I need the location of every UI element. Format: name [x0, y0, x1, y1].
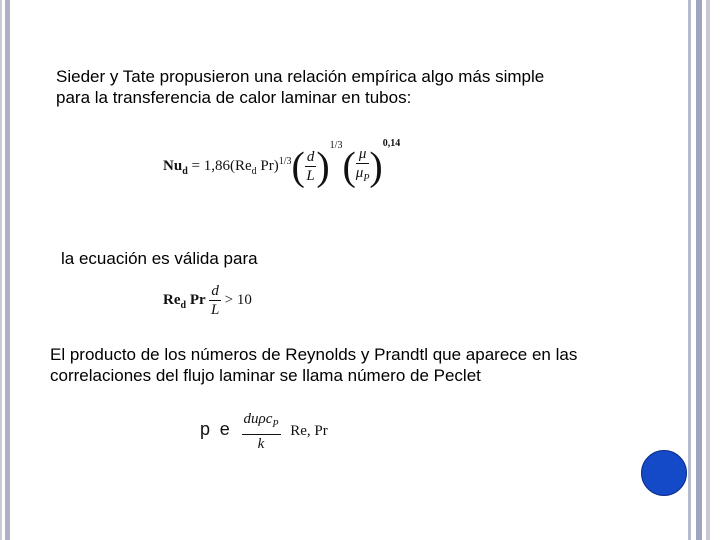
eq-lhs: $Nu_d$	[163, 158, 188, 177]
eq-paren: (	[291, 143, 305, 189]
eq-peclet-e: e	[219, 418, 230, 439]
eq-equals: =	[191, 158, 200, 174]
decorative-circle	[641, 450, 687, 496]
sieder-tate-equation	[163, 138, 403, 194]
eq-fraction-viscosity: $\frac{\mu}{\mu_P}$	[355, 146, 370, 185]
eq-fraction-peclet: $\frac{du\rho c_P}{k}$	[243, 411, 279, 452]
eq-paren: )	[316, 143, 330, 189]
slide-frame-left	[0, 0, 12, 540]
eq-paren: )	[369, 143, 383, 189]
eq-exponent: 1/3	[278, 156, 292, 167]
paragraph-sieder-tate	[56, 66, 544, 108]
eq-fraction-d-l: $\frac{d}{L}$	[306, 149, 315, 185]
paragraph-line: El producto de los números de Reynolds y Prandtl que aparece en las	[50, 345, 578, 364]
peclet-equation	[200, 410, 360, 458]
slide-frame-right	[688, 0, 720, 540]
eq-exponent: 1/3	[329, 140, 343, 151]
paragraph-validity: la ecuación es válida para	[61, 249, 258, 268]
eq-fraction-d-l: $\frac{d}{L}$	[210, 283, 220, 318]
validity-condition-equation	[163, 282, 293, 322]
paragraph-peclet	[50, 344, 577, 386]
eq-exponent: 0,14	[382, 138, 401, 149]
paragraph-line: correlaciones del flujo laminar se llama número de Peclet	[50, 366, 481, 385]
eq-coefficient: $1,86(Re_d$ Pr)	[203, 158, 279, 177]
paragraph-line: para la transferencia de calor laminar en tubos:	[56, 88, 412, 107]
eq-reynolds: $Re_d$ Pr	[163, 291, 206, 311]
eq-paren: (	[342, 143, 356, 189]
eq-peclet-p: p	[200, 418, 211, 439]
paragraph-line: Sieder y Tate propusieron una relación empírica algo más simple	[56, 67, 545, 86]
eq-peclet-rest: Re, Pr	[290, 422, 328, 439]
eq-relation: > 10	[224, 291, 252, 308]
